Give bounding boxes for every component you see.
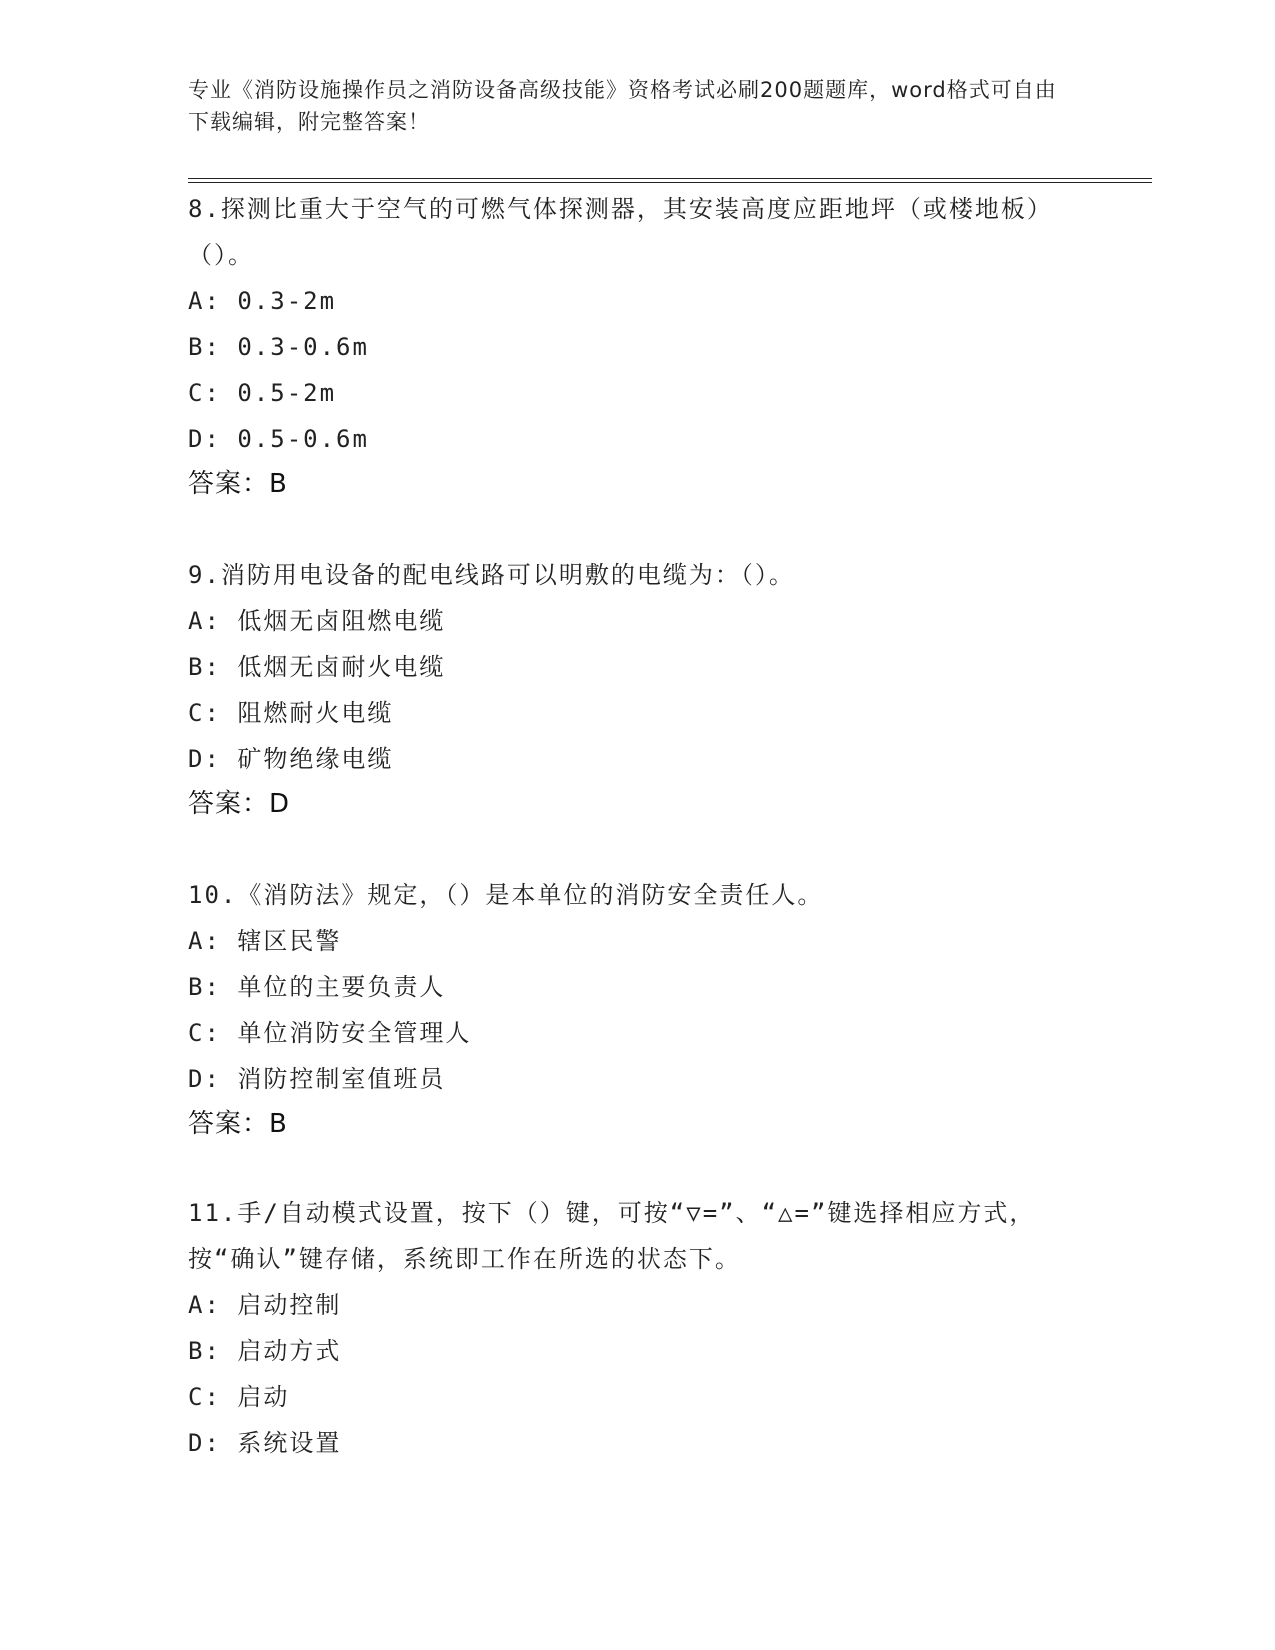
option-a: A: 0.3-2m	[188, 287, 337, 315]
option-b: B: 启动方式	[188, 1337, 342, 1365]
question-stem: 8.探测比重大于空气的可燃气体探测器，其安装高度应距地坪（或楼地板）（）。	[188, 195, 1053, 269]
option-d: D: 矿物绝缘电缆	[188, 745, 394, 773]
option-c: C: 0.5-2m	[188, 379, 337, 407]
option-d: D: 0.5-0.6m	[188, 425, 369, 453]
option-b: B: 单位的主要负责人	[188, 973, 446, 1001]
option-a: A: 低烟无卤阻燃电缆	[188, 607, 446, 635]
option-d: D: 系统设置	[188, 1429, 342, 1457]
answer-line: 答案：D	[188, 789, 291, 819]
question-8	[188, 186, 1068, 506]
question-stem: 10.《消防法》规定，（）是本单位的消防安全责任人。	[188, 881, 824, 909]
option-b: B: 0.3-0.6m	[188, 333, 369, 361]
option-c: C: 阻燃耐火电缆	[188, 699, 394, 727]
option-b: B: 低烟无卤耐火电缆	[188, 653, 446, 681]
option-a: A: 启动控制	[188, 1291, 342, 1319]
question-11	[188, 1190, 1068, 1466]
header-divider-top	[188, 178, 1152, 179]
option-a: A: 辖区民警	[188, 927, 342, 955]
answer-line: 答案：B	[188, 469, 288, 499]
option-c: C: 单位消防安全管理人	[188, 1019, 472, 1047]
header-divider-bottom	[188, 182, 1152, 183]
document-header: 专业《消防设施操作员之消防设备高级技能》资格考试必刷200题题库，word格式可自由下载编辑，附完整答案！	[188, 78, 1057, 134]
question-10	[188, 872, 1068, 1146]
answer-line: 答案：B	[188, 1109, 288, 1139]
option-d: D: 消防控制室值班员	[188, 1065, 446, 1093]
question-stem: 11.手/自动模式设置，按下（）键，可按“▽=”、“△=”键选择相应方式，按“确认”键存储，系统即工作在所选的状态下。	[188, 1199, 1036, 1273]
question-9	[188, 552, 1068, 826]
question-stem: 9.消防用电设备的配电线路可以明敷的电缆为：（）。	[188, 561, 795, 589]
option-c: C: 启动	[188, 1383, 290, 1411]
